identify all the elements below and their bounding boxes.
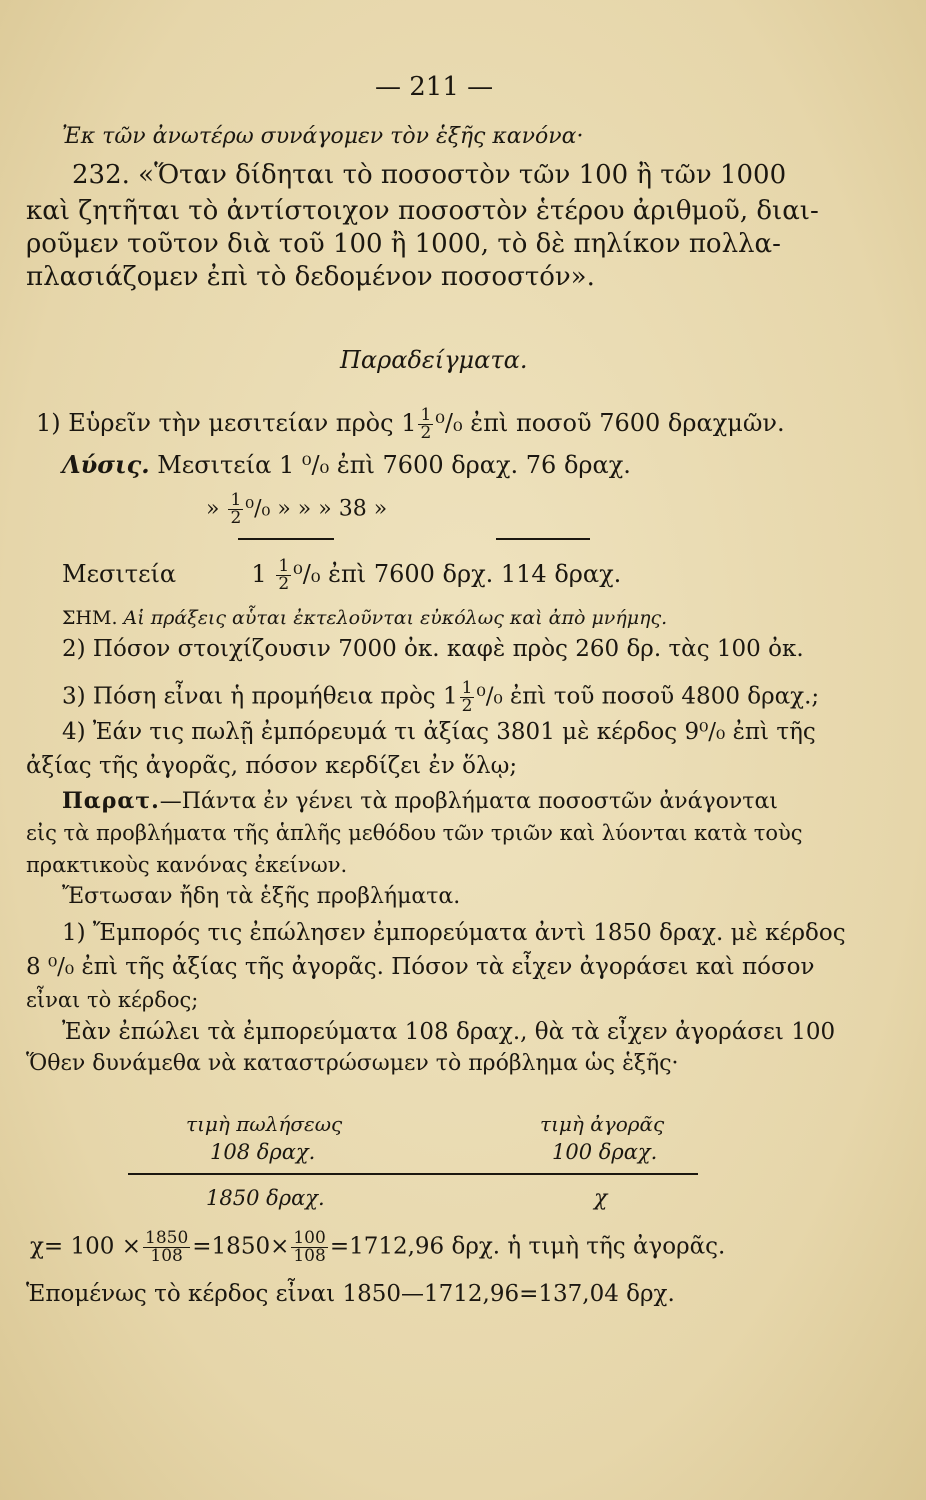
solution-row-1-text: Μεσιτεία 1 ⁰/₀ ἐπὶ 7600 δραχ. 76 δραχ. bbox=[157, 451, 631, 479]
table-divider bbox=[128, 1173, 698, 1175]
question-4-line-2: ἀξίας τῆς ἀγορᾶς, πόσον κερδίζει ἐν ὅλῳ; bbox=[26, 753, 518, 779]
sum-rule-left bbox=[238, 538, 334, 540]
rule-232-line-2: καὶ ζητῆται τὸ ἀντίστοιχον ποσοστὸν ἑτέρου ἀριθμοῦ, διαι- bbox=[26, 196, 819, 226]
table-r1c1: 108 δραχ. bbox=[210, 1140, 316, 1164]
frac-den: 2 bbox=[230, 508, 242, 528]
solution-row-2 bbox=[206, 492, 387, 527]
formula bbox=[30, 1230, 725, 1265]
intro-line: Ἐκ τῶν ἀνωτέρω συνάγομεν τὸν ἑξῆς κανόνα· bbox=[62, 124, 584, 149]
remark-line-1 bbox=[62, 786, 778, 817]
remark-label: Παρατ. bbox=[62, 788, 160, 814]
solution-total-one: 1 bbox=[251, 560, 267, 588]
formula-a: χ= 100 × bbox=[30, 1233, 142, 1260]
frac-num: 1850 bbox=[145, 1228, 189, 1248]
question-4-line-1: 4) Ἐάν τις πωλῇ ἐμπόρευμά τι ἀξίας 3801 μὲ κέρδος 9⁰/₀ ἐπὶ τῆς bbox=[62, 719, 816, 745]
fraction-one-half bbox=[418, 407, 433, 442]
note bbox=[62, 603, 667, 633]
solution-total-text: ⁰/₀ ἐπὶ 7600 δρχ. 114 δραχ. bbox=[293, 560, 622, 588]
table-r1c2: 100 δραχ. bbox=[552, 1140, 658, 1164]
frac-den: 2 bbox=[278, 574, 290, 594]
fraction-one-half bbox=[228, 492, 243, 527]
question-3-text-a: 3) Πόση εἶναι ἡ προμήθεια πρὸς 1 bbox=[62, 683, 458, 710]
remark-line-1-text: —Πάντα ἐν γένει τὰ προβλήματα ποσοστῶν ἀνάγονται bbox=[159, 789, 778, 814]
table-r2c1: 1850 δραχ. bbox=[206, 1186, 325, 1210]
solution-row-1 bbox=[62, 450, 631, 480]
problem-1-cont-1: Ἐὰν ἐπώλει τὰ ἐμπορεύματα 108 δραχ., θὰ τὰ εἶχεν ἀγοράσει 100 bbox=[62, 1019, 836, 1045]
frac-den: 2 bbox=[461, 696, 473, 716]
example-1-text-b: ⁰/₀ ἐπὶ ποσοῦ 7600 δραχμῶν. bbox=[435, 409, 785, 437]
frac-num: 100 bbox=[293, 1228, 326, 1248]
page-number: — 211 — bbox=[375, 72, 494, 102]
problem-1-line-1: 1) Ἔμπορός τις ἐπώλησεν ἐμπορεύματα ἀντὶ 1850 δραχ. μὲ κέρδος bbox=[62, 920, 846, 946]
fraction-100-108 bbox=[291, 1230, 327, 1265]
table-col1-header: τιμὴ πωλήσεως bbox=[186, 1112, 343, 1136]
problem-1-cont-2: Ὅθεν δυνάμεθα νὰ καταστρώσωμεν τὸ πρόβλημα ὡς ἑξῆς· bbox=[26, 1051, 679, 1076]
frac-num: 1 bbox=[278, 556, 290, 576]
solution-row-2-quote: » bbox=[206, 496, 220, 522]
remark-line-2: εἰς τὰ προβλήματα τῆς ἁπλῆς μεθόδου τῶν τριῶν καὶ λύονται κατὰ τοὺς bbox=[26, 821, 803, 845]
frac-den: 108 bbox=[150, 1246, 183, 1266]
solution-row-2-text: ⁰/₀ » » » 38 » bbox=[245, 496, 388, 522]
fraction-one-half bbox=[460, 680, 475, 715]
sum-rule-right bbox=[496, 538, 590, 540]
note-text: Αἱ πράξεις αὗται ἐκτελοῦνται εὐκόλως καὶ ἀπὸ μνήμης. bbox=[123, 607, 668, 629]
frac-num: 1 bbox=[230, 490, 242, 510]
table-r2c2: χ bbox=[594, 1186, 608, 1211]
question-3-text-b: ⁰/₀ ἐπὶ τοῦ ποσοῦ 4800 δραχ.; bbox=[476, 683, 820, 710]
rule-232-line-3: ροῦμεν τοῦτον διὰ τοῦ 100 ἢ 1000, τὸ δὲ πηλίκον πολλα- bbox=[26, 229, 781, 259]
solution-label: Λύσις. bbox=[62, 450, 150, 479]
problem-1-line-2: 8 ⁰/₀ ἐπὶ τῆς ἀξίας τῆς ἀγορᾶς. Πόσον τὰ εἶχεν ἀγοράσει καὶ πόσον bbox=[26, 954, 815, 980]
example-1 bbox=[36, 407, 785, 442]
fraction-one-half bbox=[276, 558, 291, 593]
solution-total bbox=[62, 558, 621, 593]
frac-den: 108 bbox=[293, 1246, 326, 1266]
table-col2-header: τιμὴ ἀγορᾶς bbox=[540, 1112, 665, 1136]
examples-title: Παραδείγματα. bbox=[340, 346, 528, 374]
problem-1-line-3: εἶναι τὸ κέρδος; bbox=[26, 988, 199, 1012]
fraction-1850-108 bbox=[143, 1230, 190, 1265]
rule-232-line-1: 232. «Ὅταν δίδηται τὸ ποσοστὸν τῶν 100 ἢ τῶν 1000 bbox=[72, 160, 787, 190]
question-3 bbox=[62, 680, 819, 715]
problems-intro: Ἔστωσαν ἤδη τὰ ἑξῆς προβλήματα. bbox=[62, 884, 461, 909]
conclusion: Ἑπομένως τὸ κέρδος εἶναι 1850—1712,96=137,04 δρχ. bbox=[26, 1281, 675, 1307]
frac-num: 1 bbox=[461, 678, 473, 698]
rule-232-line-4: πλασιάζομεν ἐπὶ τὸ δεδομένον ποσοστόν». bbox=[26, 262, 595, 292]
example-1-text-a: 1) Εὑρεῖν τὴν μεσιτείαν πρὸς 1 bbox=[36, 409, 417, 437]
formula-c: =1712,96 δρχ. ἡ τιμὴ τῆς ἀγορᾶς. bbox=[329, 1233, 726, 1260]
remark-line-3: πρακτικοὺς κανόνας ἐκείνων. bbox=[26, 853, 348, 877]
question-2: 2) Πόσον στοιχίζουσιν 7000 ὀκ. καφὲ πρὸς 260 δρ. τὰς 100 ὀκ. bbox=[62, 636, 804, 662]
frac-den: 2 bbox=[420, 423, 432, 443]
formula-b: =1850× bbox=[192, 1233, 290, 1260]
note-label: ΣΗΜ. bbox=[62, 607, 118, 629]
solution-total-label: Μεσιτεία bbox=[62, 560, 177, 588]
frac-num: 1 bbox=[420, 405, 432, 425]
